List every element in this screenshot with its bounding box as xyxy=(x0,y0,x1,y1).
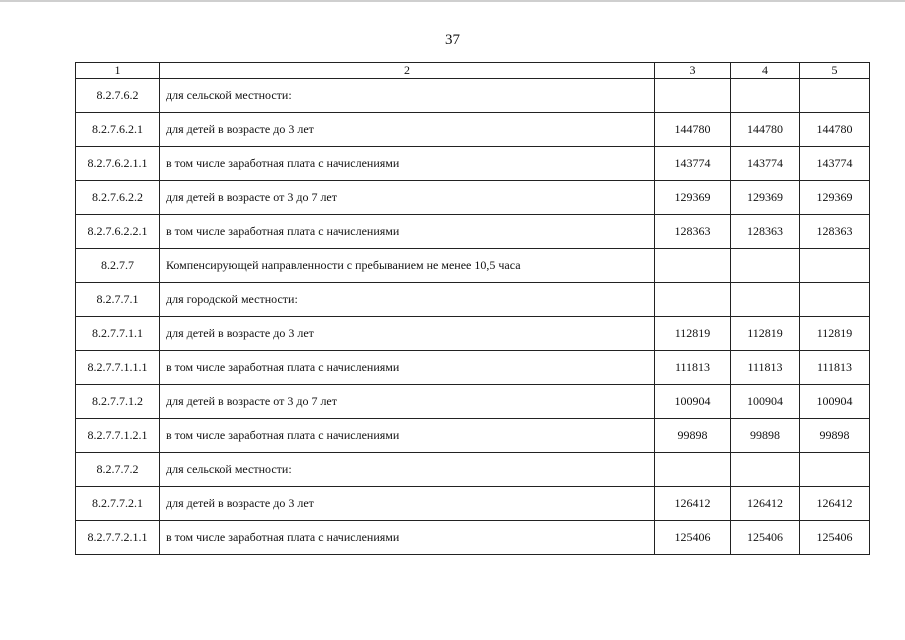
row-value-col5 xyxy=(800,79,870,113)
row-value-col3: 125406 xyxy=(655,521,731,555)
row-value-col4: 112819 xyxy=(731,317,800,351)
row-value-col3 xyxy=(655,79,731,113)
column-header-5: 5 xyxy=(800,63,870,79)
table-row xyxy=(76,487,870,521)
table-row xyxy=(76,249,870,283)
table-row xyxy=(76,521,870,555)
row-description: для сельской местности: xyxy=(160,453,655,487)
row-description: в том числе заработная плата с начислениями xyxy=(160,419,655,453)
row-value-col3: 129369 xyxy=(655,181,731,215)
row-value-col3: 144780 xyxy=(655,113,731,147)
row-value-col3: 99898 xyxy=(655,419,731,453)
column-header-3: 3 xyxy=(655,63,731,79)
row-value-col4: 144780 xyxy=(731,113,800,147)
row-value-col3: 143774 xyxy=(655,147,731,181)
top-edge-line xyxy=(0,0,905,2)
row-value-col3 xyxy=(655,283,731,317)
row-value-col4: 99898 xyxy=(731,419,800,453)
table-row xyxy=(76,113,870,147)
table-header-row xyxy=(76,63,870,79)
row-value-col5: 100904 xyxy=(800,385,870,419)
row-code: 8.2.7.7.1.2.1 xyxy=(76,419,160,453)
row-value-col3: 111813 xyxy=(655,351,731,385)
table-body xyxy=(76,79,870,555)
column-header-2: 2 xyxy=(160,63,655,79)
table-row xyxy=(76,419,870,453)
table-row xyxy=(76,215,870,249)
table-row xyxy=(76,181,870,215)
row-value-col5: 126412 xyxy=(800,487,870,521)
row-value-col3: 128363 xyxy=(655,215,731,249)
row-value-col4: 129369 xyxy=(731,181,800,215)
row-value-col5: 129369 xyxy=(800,181,870,215)
row-description: Компенсирующей направленности с пребыванием не менее 10,5 часа xyxy=(160,249,655,283)
row-value-col4: 111813 xyxy=(731,351,800,385)
table-row xyxy=(76,317,870,351)
row-description: для детей в возрасте от 3 до 7 лет xyxy=(160,385,655,419)
row-value-col4: 125406 xyxy=(731,521,800,555)
row-code: 8.2.7.7 xyxy=(76,249,160,283)
row-value-col4: 143774 xyxy=(731,147,800,181)
row-description: для сельской местности: xyxy=(160,79,655,113)
row-description: для городской местности: xyxy=(160,283,655,317)
row-value-col3: 126412 xyxy=(655,487,731,521)
column-header-4: 4 xyxy=(731,63,800,79)
row-description: для детей в возрасте до 3 лет xyxy=(160,487,655,521)
row-code: 8.2.7.6.2.2 xyxy=(76,181,160,215)
row-code: 8.2.7.7.2 xyxy=(76,453,160,487)
row-value-col3: 112819 xyxy=(655,317,731,351)
row-code: 8.2.7.7.1 xyxy=(76,283,160,317)
table-row xyxy=(76,385,870,419)
row-code: 8.2.7.6.2.1 xyxy=(76,113,160,147)
table-row xyxy=(76,147,870,181)
row-description: для детей в возрасте до 3 лет xyxy=(160,317,655,351)
row-description: для детей в возрасте от 3 до 7 лет xyxy=(160,181,655,215)
row-value-col4: 126412 xyxy=(731,487,800,521)
row-code: 8.2.7.6.2.2.1 xyxy=(76,215,160,249)
row-description: в том числе заработная плата с начислениями xyxy=(160,147,655,181)
row-value-col4: 128363 xyxy=(731,215,800,249)
page-number: 37 xyxy=(445,32,460,48)
row-description: в том числе заработная плата с начислениями xyxy=(160,215,655,249)
row-value-col5 xyxy=(800,249,870,283)
row-code: 8.2.7.7.2.1 xyxy=(76,487,160,521)
row-value-col3 xyxy=(655,249,731,283)
row-value-col4 xyxy=(731,283,800,317)
table-row xyxy=(76,351,870,385)
row-value-col4 xyxy=(731,453,800,487)
row-value-col5: 111813 xyxy=(800,351,870,385)
data-table xyxy=(75,62,870,555)
row-description: в том числе заработная плата с начислениями xyxy=(160,521,655,555)
row-value-col4 xyxy=(731,79,800,113)
table-row xyxy=(76,79,870,113)
row-value-col5: 128363 xyxy=(800,215,870,249)
table-row xyxy=(76,453,870,487)
row-value-col5 xyxy=(800,283,870,317)
row-value-col5: 144780 xyxy=(800,113,870,147)
row-value-col4: 100904 xyxy=(731,385,800,419)
row-description: в том числе заработная плата с начислениями xyxy=(160,351,655,385)
table-row xyxy=(76,283,870,317)
row-value-col5: 125406 xyxy=(800,521,870,555)
row-description: для детей в возрасте до 3 лет xyxy=(160,113,655,147)
row-code: 8.2.7.7.1.1 xyxy=(76,317,160,351)
row-value-col3: 100904 xyxy=(655,385,731,419)
row-code: 8.2.7.7.1.2 xyxy=(76,385,160,419)
row-code: 8.2.7.7.1.1.1 xyxy=(76,351,160,385)
row-value-col5 xyxy=(800,453,870,487)
row-code: 8.2.7.7.2.1.1 xyxy=(76,521,160,555)
row-value-col5: 143774 xyxy=(800,147,870,181)
row-code: 8.2.7.6.2.1.1 xyxy=(76,147,160,181)
row-value-col5: 99898 xyxy=(800,419,870,453)
row-value-col4 xyxy=(731,249,800,283)
column-header-1: 1 xyxy=(76,63,160,79)
row-code: 8.2.7.6.2 xyxy=(76,79,160,113)
row-value-col5: 112819 xyxy=(800,317,870,351)
row-value-col3 xyxy=(655,453,731,487)
